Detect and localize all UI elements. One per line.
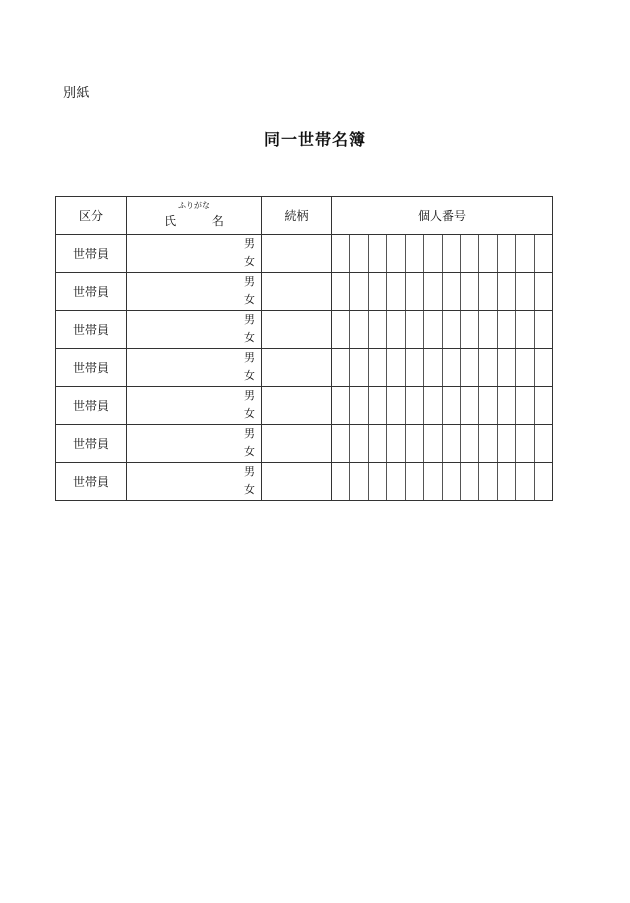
digit-box[interactable]	[332, 425, 349, 462]
digit-box[interactable]	[386, 349, 404, 386]
digit-box[interactable]	[332, 311, 349, 348]
individual-number-field	[332, 387, 553, 425]
digit-box[interactable]	[442, 273, 460, 310]
digit-box[interactable]	[368, 387, 386, 424]
digit-box[interactable]	[515, 349, 533, 386]
digit-box[interactable]	[332, 463, 349, 500]
digit-box[interactable]	[534, 273, 552, 310]
digit-box[interactable]	[478, 311, 496, 348]
name-field[interactable]	[127, 425, 262, 463]
digit-box[interactable]	[368, 235, 386, 272]
digit-box[interactable]	[515, 273, 533, 310]
digit-box[interactable]	[332, 273, 349, 310]
digit-box[interactable]	[515, 311, 533, 348]
digit-box[interactable]	[386, 273, 404, 310]
digit-box[interactable]	[442, 349, 460, 386]
digit-box[interactable]	[368, 311, 386, 348]
digit-box[interactable]	[442, 463, 460, 500]
digit-box[interactable]	[423, 387, 441, 424]
gender-female-option[interactable]: 女	[244, 293, 255, 306]
digit-box[interactable]	[534, 235, 552, 272]
digit-box[interactable]	[497, 425, 515, 462]
annex-label: 別紙	[63, 86, 91, 101]
table-row	[56, 273, 553, 311]
digit-box[interactable]	[442, 425, 460, 462]
digit-box[interactable]	[534, 425, 552, 462]
digit-box[interactable]	[405, 273, 423, 310]
digit-box[interactable]	[349, 463, 367, 500]
digit-box[interactable]	[423, 235, 441, 272]
digit-box[interactable]	[405, 349, 423, 386]
digit-box[interactable]	[515, 387, 533, 424]
gender-male-option[interactable]: 男	[244, 237, 255, 250]
name-field[interactable]	[127, 387, 262, 425]
gender-female-option[interactable]: 女	[244, 407, 255, 420]
digit-box[interactable]	[497, 235, 515, 272]
digit-box[interactable]	[478, 349, 496, 386]
name-field[interactable]	[127, 273, 262, 311]
digit-box[interactable]	[332, 349, 349, 386]
individual-number-field	[332, 425, 553, 463]
table-row	[56, 311, 553, 349]
digit-box[interactable]	[460, 425, 478, 462]
digit-box[interactable]	[515, 235, 533, 272]
row-category: 世帯員	[56, 235, 127, 273]
relationship-field[interactable]	[262, 273, 332, 311]
digit-box[interactable]	[368, 463, 386, 500]
digit-box[interactable]	[349, 235, 367, 272]
digit-box[interactable]	[349, 311, 367, 348]
header-name	[127, 197, 262, 235]
digit-box[interactable]	[386, 235, 404, 272]
table-row	[56, 387, 553, 425]
gender-male-option[interactable]: 男	[244, 275, 255, 288]
gender-female-option[interactable]: 女	[244, 445, 255, 458]
digit-box[interactable]	[368, 349, 386, 386]
digit-box[interactable]	[349, 425, 367, 462]
digit-box[interactable]	[515, 463, 533, 500]
gender-male-option[interactable]: 男	[244, 389, 255, 402]
digit-box[interactable]	[386, 425, 404, 462]
digit-box[interactable]	[460, 387, 478, 424]
table-row	[56, 425, 553, 463]
digit-box[interactable]	[460, 349, 478, 386]
page-title: 同一世帯名簿	[263, 130, 366, 149]
digit-box[interactable]	[442, 387, 460, 424]
gender-male-option[interactable]: 男	[244, 465, 255, 478]
name-field[interactable]	[127, 463, 262, 501]
relationship-field[interactable]	[262, 235, 332, 273]
digit-box[interactable]	[497, 349, 515, 386]
name-field[interactable]	[127, 311, 262, 349]
header-name-furigana: ふりがな	[178, 201, 210, 210]
digit-box[interactable]	[478, 463, 496, 500]
table-row	[56, 349, 553, 387]
digit-box[interactable]	[515, 425, 533, 462]
digit-box[interactable]	[386, 463, 404, 500]
table-row	[56, 463, 553, 501]
digit-box[interactable]	[478, 273, 496, 310]
table-header-row	[56, 197, 553, 235]
digit-box[interactable]	[386, 311, 404, 348]
digit-box[interactable]	[478, 387, 496, 424]
individual-number-field	[332, 311, 553, 349]
digit-box[interactable]	[460, 463, 478, 500]
table-row	[56, 235, 553, 273]
digit-box[interactable]	[497, 387, 515, 424]
individual-number-field	[332, 273, 553, 311]
gender-male-option[interactable]: 男	[244, 313, 255, 326]
digit-box[interactable]	[478, 235, 496, 272]
relationship-field[interactable]	[262, 311, 332, 349]
header-category: 区分	[56, 197, 127, 235]
digit-box[interactable]	[460, 273, 478, 310]
individual-number-field	[332, 235, 553, 273]
digit-box[interactable]	[349, 387, 367, 424]
name-field[interactable]	[127, 349, 262, 387]
individual-number-field	[332, 349, 553, 387]
digit-box[interactable]	[405, 387, 423, 424]
gender-male-option[interactable]: 男	[244, 427, 255, 440]
digit-box[interactable]	[423, 425, 441, 462]
digit-box[interactable]	[534, 387, 552, 424]
digit-box[interactable]	[460, 311, 478, 348]
digit-box[interactable]	[405, 311, 423, 348]
header-name-label: 氏 名	[164, 214, 224, 228]
header-relationship: 続柄	[262, 197, 332, 235]
digit-box[interactable]	[368, 273, 386, 310]
digit-box[interactable]	[349, 273, 367, 310]
digit-box[interactable]	[534, 311, 552, 348]
gender-female-option[interactable]: 女	[244, 369, 255, 382]
digit-box[interactable]	[497, 311, 515, 348]
individual-number-field	[332, 463, 553, 501]
digit-box[interactable]	[423, 463, 441, 500]
digit-box[interactable]	[405, 235, 423, 272]
digit-box[interactable]	[368, 425, 386, 462]
row-category: 世帯員	[56, 273, 127, 311]
digit-box[interactable]	[332, 235, 349, 272]
header-individual-number: 個人番号	[332, 197, 553, 235]
digit-box[interactable]	[405, 425, 423, 462]
row-category: 世帯員	[56, 311, 127, 349]
relationship-field[interactable]	[262, 425, 332, 463]
digit-box[interactable]	[423, 349, 441, 386]
digit-box[interactable]	[423, 273, 441, 310]
name-field[interactable]	[127, 235, 262, 273]
row-category: 世帯員	[56, 349, 127, 387]
digit-box[interactable]	[386, 387, 404, 424]
digit-box[interactable]	[349, 349, 367, 386]
digit-box[interactable]	[534, 349, 552, 386]
digit-box[interactable]	[442, 235, 460, 272]
digit-box[interactable]	[332, 387, 349, 424]
relationship-field[interactable]	[262, 463, 332, 501]
gender-female-option[interactable]: 女	[244, 483, 255, 496]
row-category: 世帯員	[56, 425, 127, 463]
digit-box[interactable]	[442, 311, 460, 348]
relationship-field[interactable]	[262, 387, 332, 425]
digit-box[interactable]	[423, 311, 441, 348]
relationship-field[interactable]	[262, 349, 332, 387]
gender-male-option[interactable]: 男	[244, 351, 255, 364]
row-category: 世帯員	[56, 387, 127, 425]
digit-box[interactable]	[460, 235, 478, 272]
gender-female-option[interactable]: 女	[244, 255, 255, 268]
household-roster-table	[55, 196, 553, 501]
digit-box[interactable]	[497, 273, 515, 310]
digit-box[interactable]	[534, 463, 552, 500]
digit-box[interactable]	[497, 463, 515, 500]
digit-box[interactable]	[478, 425, 496, 462]
digit-box[interactable]	[405, 463, 423, 500]
row-category: 世帯員	[56, 463, 127, 501]
gender-female-option[interactable]: 女	[244, 331, 255, 344]
